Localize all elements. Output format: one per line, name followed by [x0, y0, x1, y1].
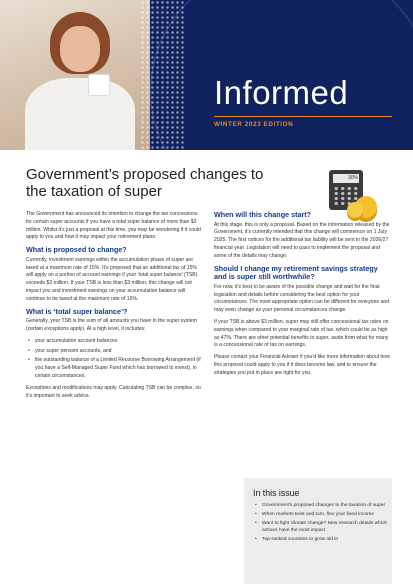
issue-item[interactable]: • Top-ranked countries to grow old in: [262, 536, 394, 543]
left-column: [26, 211, 204, 404]
issue-item[interactable]: • Want to fight climate change? New research details which actions have the most impact: [262, 520, 394, 534]
tsb-body: Generally, your TSB is the sum of all amounts you have in the super system (certain exceptions apply). At a high level, it includes:: [26, 318, 197, 332]
calculator-display: 30%: [333, 174, 359, 183]
article-title: Government’s proposed changes to the taxation of super: [26, 166, 264, 200]
when-start-body: At this stage, this is only a proposal. Based on the information released by the Government, it’s currently intended that this change will commence on 1 July 2025. The first notices for the additional tax liability will be sent in the 2026/27 financial year. Legislation will need to pass to implement the proposal and some of the details may change.: [214, 221, 390, 259]
intro-paragraph: The Government has announced its intention to change the tax concessions for certain super accounts if you have a total super balance of more than $3 million. Whilst it’s just a proposal at this time, you may be wondering if it could apply to you and how it may impact your retirement plans.: [26, 211, 201, 241]
edition-label: WINTER 2023 EDITION: [214, 121, 294, 128]
in-this-issue-list: [253, 502, 394, 545]
list-item: • the outstanding balance of a Limited Recourse Borrowing Arrangement (if you have a Self-Managed Super Fund which has borrowed to invest), in certain circumstances.: [35, 357, 204, 380]
list-item: • your super pension accounts, and: [35, 348, 204, 356]
masthead-divider: [214, 116, 392, 117]
heading-proposed-change: What is proposed to change?: [26, 245, 127, 255]
header-banner: [0, 0, 413, 150]
masthead-title: Informed: [214, 74, 349, 111]
right-column: [214, 211, 392, 382]
proposed-change-body: Currently, investment earnings within the accumulation phase of super are taxed at a maximum rate of 15%. It’s proposed that an additional tax of 15% will apply on a portion of account earnings if your ‘total super balance’ (TSB) exceeds $3 million. If your TSB is less than $3 million, this change will not impact you and investment earnings on your accumulation balance will continue to be taxed at the maximum rate of 15%.: [26, 256, 198, 302]
strategy-body-1: For now, it’s best to be aware of the possible change and wait for the final legislation and details before considering the best option for your circumstances. The most appropriate option can be different for everyone and may even change as your personal circumstances change.: [214, 283, 390, 314]
list-item: • your accumulation account balances: [35, 338, 204, 346]
heading-total-super-balance: What is ‘total super balance’?: [26, 306, 128, 316]
issue-item[interactable]: • When markets twist and turn, flex your fixed income: [262, 511, 394, 518]
heading-when-start: When will this change start?: [214, 210, 312, 219]
tsb-after: Exceptions and modifications may apply. Calculating TSB can be complex, so it’s important to seek advice.: [26, 384, 201, 399]
woman-with-mug-photo: [0, 0, 150, 150]
strategy-body-2: If your TSB is above $3 million, super may still offer concessional tax rates on earnings when compared to your marginal rate of tax, which could be as high as 47%. There are other potential benefits to super, aside from what for many is a concessional rate of tax on earnings.: [214, 318, 389, 349]
issue-item[interactable]: • Government’s proposed changes to the taxation of super: [262, 502, 394, 509]
in-this-issue-box: [244, 478, 392, 584]
heading-change-strategy: Should I change my retirement savings strategy and is super still worthwhile?: [214, 263, 378, 282]
in-this-issue-heading: In this issue: [253, 488, 300, 498]
strategy-body-3: Please contact your Financial Adviser if you’d like more information about how this proposal could apply to you if it does become law, and to ensure the strategies you put in place are right for you.: [214, 354, 390, 376]
tsb-list: [26, 338, 204, 381]
